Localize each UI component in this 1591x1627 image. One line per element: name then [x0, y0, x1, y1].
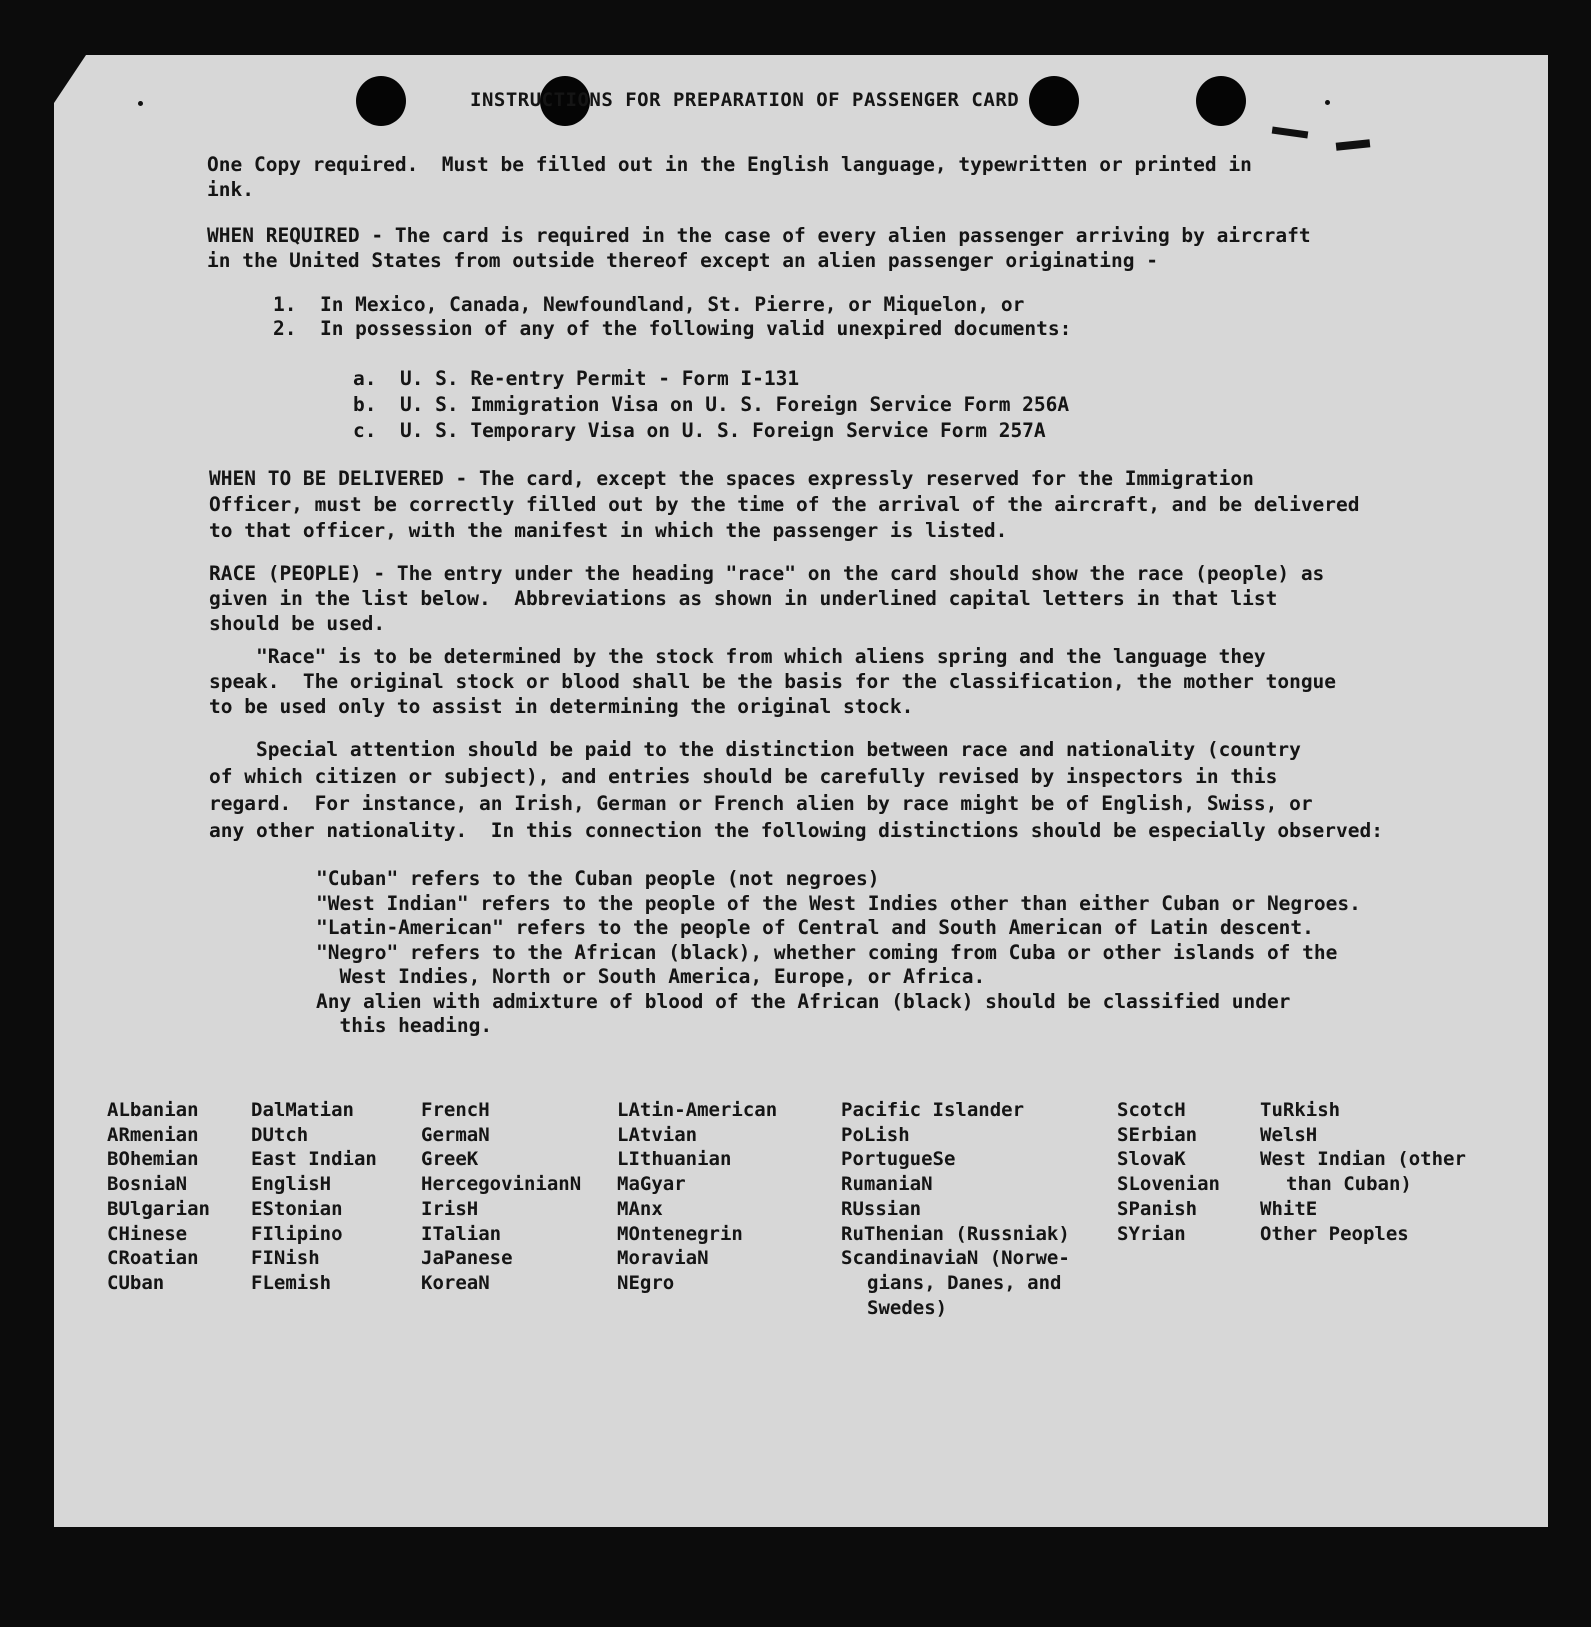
race-column-1: [107, 1098, 210, 1296]
race-entry: EnglisH: [251, 1173, 332, 1196]
when-required-paragraph: WHEN REQUIRED - The card is required in the case of every alien passenger arriving by aircraft in the United States from outside thereof except an alien passenger originating -: [207, 224, 1311, 272]
race-entry: CHinese: [107, 1222, 188, 1245]
exception-item: 2. In possession of any of the following valid unexpired documents:: [273, 317, 1072, 340]
race-entry: GreeK: [421, 1148, 479, 1171]
race-entry: ScotcH: [1117, 1099, 1186, 1121]
race-entry: SPanish: [1117, 1197, 1198, 1220]
race-entry: PortugueSe: [841, 1148, 956, 1171]
race-entry: Other Peoples: [1260, 1222, 1409, 1245]
race-entry: TuRkish: [1260, 1099, 1341, 1121]
race-entry-continued: gians, Danes, and: [867, 1271, 1062, 1294]
race-entry: IrisH: [421, 1197, 479, 1220]
race-entry-continued: than Cuban): [1286, 1173, 1412, 1196]
race-column-2: [251, 1098, 377, 1296]
race-entry: PoLish: [841, 1123, 910, 1146]
race-entry: FrencH: [421, 1099, 490, 1121]
race-entry: BUlgarian: [107, 1197, 210, 1220]
race-entry: BOhemian: [107, 1148, 199, 1171]
ink-speck: [1325, 100, 1330, 105]
race-entry: MOntenegrin: [617, 1222, 743, 1245]
race-entry: ARmenian: [107, 1123, 199, 1146]
race-entry: LAtin-American: [617, 1099, 778, 1121]
race-entry: LAtvian: [617, 1123, 698, 1146]
race-entry: SYrian: [1117, 1222, 1186, 1245]
race-entry: CUban: [107, 1271, 165, 1294]
exception-item: 1. In Mexico, Canada, Newfoundland, St. Pierre, or Miquelon, or: [273, 293, 1025, 316]
race-entry: FIlipino: [251, 1222, 343, 1245]
race-entry: DUtch: [251, 1123, 309, 1146]
race-entry: LIthuanian: [617, 1148, 732, 1171]
race-entry: ALbanian: [107, 1099, 199, 1121]
special-attention-paragraph: Special attention should be paid to the distinction between race and nationality (country of which citizen or subject), and entries should be carefully revised by inspectors in this regard. For instance, an Irish, German or French alien by race might be of English, Swiss, or any other nationality. In this connection the following distinctions should be especially observed:: [209, 738, 1383, 842]
document-item: b. U. S. Immigration Visa on U. S. Foreign Service Form 256A: [353, 393, 1070, 416]
distinctions-list: "Cuban" refers to the Cuban people (not negroes) "West Indian" refers to the people of the West Indies other than either Cuban or Negroes. "Latin-American" refers to the people of Central and South American of Latin descent. "Negro" refers to the African (black), whether coming from Cuba or other islands of the West Indies, North or South America, Europe, or Africa. Any alien with admixture of blood of the African (black) should be classified under this heading.: [316, 867, 1361, 1037]
punch-hole: [1196, 76, 1246, 126]
race-entry: DalMatian: [251, 1099, 354, 1121]
race-entry: WhitE: [1260, 1197, 1318, 1220]
race-definition-paragraph: "Race" is to be determined by the stock from which aliens spring and the language they speak. The original stock or blood shall be the basis for the classification, the mother tongue to be used only to assist in determining the original stock.: [209, 645, 1337, 718]
race-column-7: [1260, 1098, 1466, 1246]
document-item: c. U. S. Temporary Visa on U. S. Foreign Service Form 257A: [353, 419, 1046, 442]
intro-paragraph: One Copy required. Must be filled out in the English language, typewritten or printed in ink.: [207, 153, 1252, 201]
race-entry: MoraviaN: [617, 1247, 709, 1270]
race-entry: HercegovinianN: [421, 1173, 582, 1196]
race-entry: SLovenian: [1117, 1173, 1220, 1196]
race-entry: FLemish: [251, 1271, 332, 1294]
race-entry: West Indian (other: [1260, 1148, 1466, 1171]
race-column-5: [841, 1098, 1070, 1320]
race-entry: MAnx: [617, 1197, 663, 1220]
race-entry: RumaniaN: [841, 1173, 933, 1196]
race-entry: ITalian: [421, 1222, 502, 1245]
race-entry: East Indian: [251, 1148, 377, 1171]
race-entry: ScandinaviaN (Norwe-: [841, 1247, 1070, 1270]
race-entry: JaPanese: [421, 1247, 513, 1270]
when-delivered-paragraph: WHEN TO BE DELIVERED - The card, except the spaces expressly reserved for the Immigration Officer, must be correctly filled out by the time of the arrival of the aircraft, and be delivered to that officer, with the manifest in which the passenger is listed.: [209, 467, 1360, 542]
race-entry: Pacific Islander: [841, 1099, 1025, 1121]
race-entry: BosniaN: [107, 1173, 188, 1196]
race-entry: EStonian: [251, 1197, 343, 1220]
race-entry: SErbian: [1117, 1123, 1198, 1146]
race-entry: GermaN: [421, 1123, 490, 1146]
punch-hole: [356, 76, 406, 126]
race-entry: RuThenian (Russniak): [841, 1222, 1070, 1245]
race-people-paragraph: RACE (PEOPLE) - The entry under the heading "race" on the card should show the race (people) as given in the list below. Abbreviations as shown in underlined capital letters in that list should be used.: [209, 562, 1325, 635]
race-entry: NEgro: [617, 1271, 675, 1294]
document-item: a. U. S. Re-entry Permit - Form I-131: [353, 367, 800, 390]
race-entry: RUssian: [841, 1197, 922, 1220]
race-entry: SlovaK: [1117, 1148, 1186, 1171]
race-column-6: [1117, 1098, 1220, 1246]
race-entry: KoreaN: [421, 1271, 490, 1294]
ink-speck: [138, 101, 143, 106]
race-entry: MaGyar: [617, 1173, 686, 1196]
race-entry: WelsH: [1260, 1123, 1318, 1146]
race-column-4: [617, 1098, 777, 1296]
race-entry: FINish: [251, 1247, 320, 1270]
race-column-3: [421, 1098, 581, 1296]
punch-hole: [1029, 76, 1079, 126]
race-entry-continued: Swedes): [867, 1296, 948, 1319]
race-entry: CRoatian: [107, 1247, 199, 1270]
document-title: INSTRUCTIONS FOR PREPARATION OF PASSENGER CARD: [470, 89, 1020, 111]
